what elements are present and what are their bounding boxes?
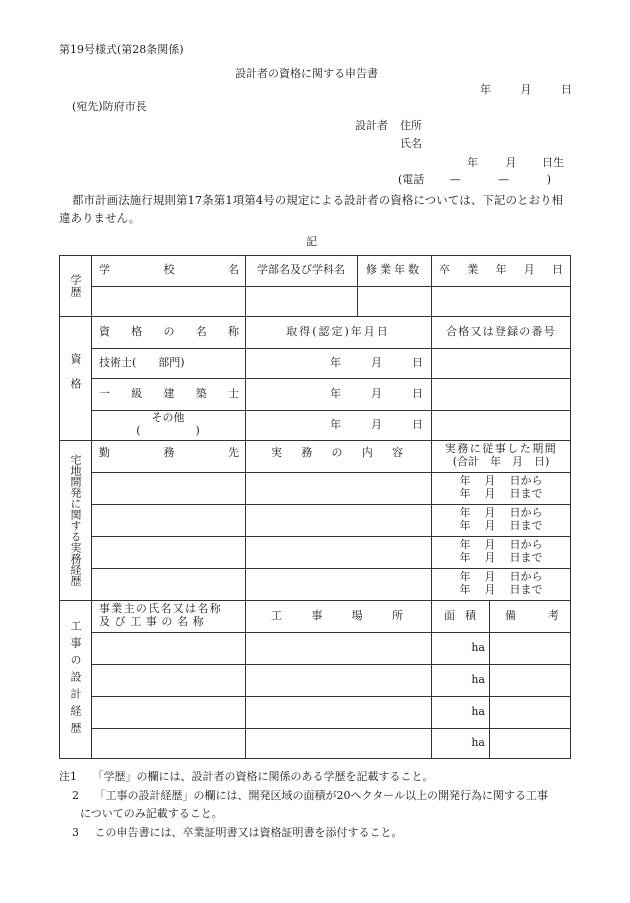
date-day: 日 (561, 83, 572, 96)
area-unit-1: ha (471, 640, 485, 654)
birth-month: 月 (505, 156, 517, 169)
declaration-form-table (59, 255, 571, 759)
note-3: 3 この申告書には、卒業証明書又は資格証明書を添付すること。 (72, 826, 403, 839)
name-label: 氏名 (400, 137, 422, 150)
school-name-header: 学 校 名 (99, 263, 239, 277)
submission-date (480, 84, 572, 95)
department-header: 学部名及び学科名 (257, 263, 345, 277)
qualification-date-3: 年 月 日 (330, 417, 423, 431)
study-years-header: 修業年数 (366, 263, 422, 277)
address-label: 住所 (400, 119, 422, 132)
document-title: 設計者の資格に関する申告書 (235, 67, 378, 80)
addressee: (宛先)防府市長 (72, 100, 147, 113)
remarks-header: 備 考 (505, 608, 559, 622)
phone-dash-1: — (449, 173, 461, 186)
qualification-row-architect: 一 級 建 築 士 (99, 386, 239, 400)
education-section-label: 学歴 (69, 273, 83, 298)
period-row-1: 年 月 日から 年 月 日まで (459, 474, 543, 500)
development-section-label: 宅地開発に関する実務経歴 (69, 454, 83, 586)
birth-year: 年 (467, 156, 478, 169)
qualification-section-label: 資格 (69, 353, 83, 403)
ki-heading: 記 (306, 235, 317, 248)
graduation-date-header: 卒 業 年 月 日 (439, 263, 563, 277)
note-2: 2 「工事の設計経歴」の欄には、開発区域の面積が20ヘクタール以上の開発行為に関する工事 (72, 789, 549, 802)
work-period-header: 実務に従事した期間 (合計 年 月 日) (444, 442, 558, 468)
phone-dash-2: — (498, 173, 510, 186)
period-row-4: 年 月 日から 年 月 日まで (459, 570, 543, 596)
area-unit-3: ha (471, 704, 485, 718)
area-header: 面 積 (444, 608, 476, 622)
phone-open: (電話 (398, 173, 425, 186)
date-year: 年 (480, 83, 491, 96)
design-section-label: 工事の設計経歴 (69, 619, 83, 739)
period-row-2: 年 月 日から 年 月 日まで (459, 506, 543, 532)
form-number: 第19号様式(第28条関係) (59, 43, 184, 56)
declaration-line-1: 都市計画法施行規則第17条第1項第4号の規定による設計者の資格については、下記のとおり相 (72, 193, 564, 207)
phone-close: ) (546, 173, 552, 186)
period-row-3: 年 月 日から 年 月 日まで (459, 538, 543, 564)
project-site-header: 工 事 場 所 (271, 608, 403, 622)
area-unit-2: ha (471, 672, 485, 686)
note-1: 注1 「学歴」の欄には、設計者の資格に関係のある学歴を記載すること。 (59, 770, 434, 783)
birth-day: 日生 (542, 156, 564, 169)
applicant-label: 設計者 (355, 119, 388, 132)
acquisition-date-header: 取得(認定)年月日 (286, 324, 390, 338)
workplace-header: 勤 務 先 (99, 446, 239, 459)
owner-project-header: 事業主の氏名又は名称 及び工事の名称 (99, 602, 222, 628)
birth-date (467, 157, 564, 168)
phone-line (398, 174, 551, 185)
registration-number-header: 合格又は登録の番号 (446, 324, 556, 338)
qualification-row-engineer: 技術士( 部門) (99, 355, 185, 369)
declaration-line-2: 違ありません。 (59, 211, 141, 225)
date-month: 月 (520, 83, 532, 96)
qualification-name-header: 資 格 の 名 称 (99, 324, 239, 338)
area-unit-4: ha (471, 735, 485, 749)
note-2-continued: についてのみ記載すること。 (80, 807, 223, 820)
work-content-header: 実 務 の 内 容 (271, 446, 403, 459)
qualification-date-1: 年 月 日 (330, 355, 423, 369)
qualification-row-other: その他 ( ) (136, 411, 200, 437)
qualification-date-2: 年 月 日 (330, 386, 423, 400)
